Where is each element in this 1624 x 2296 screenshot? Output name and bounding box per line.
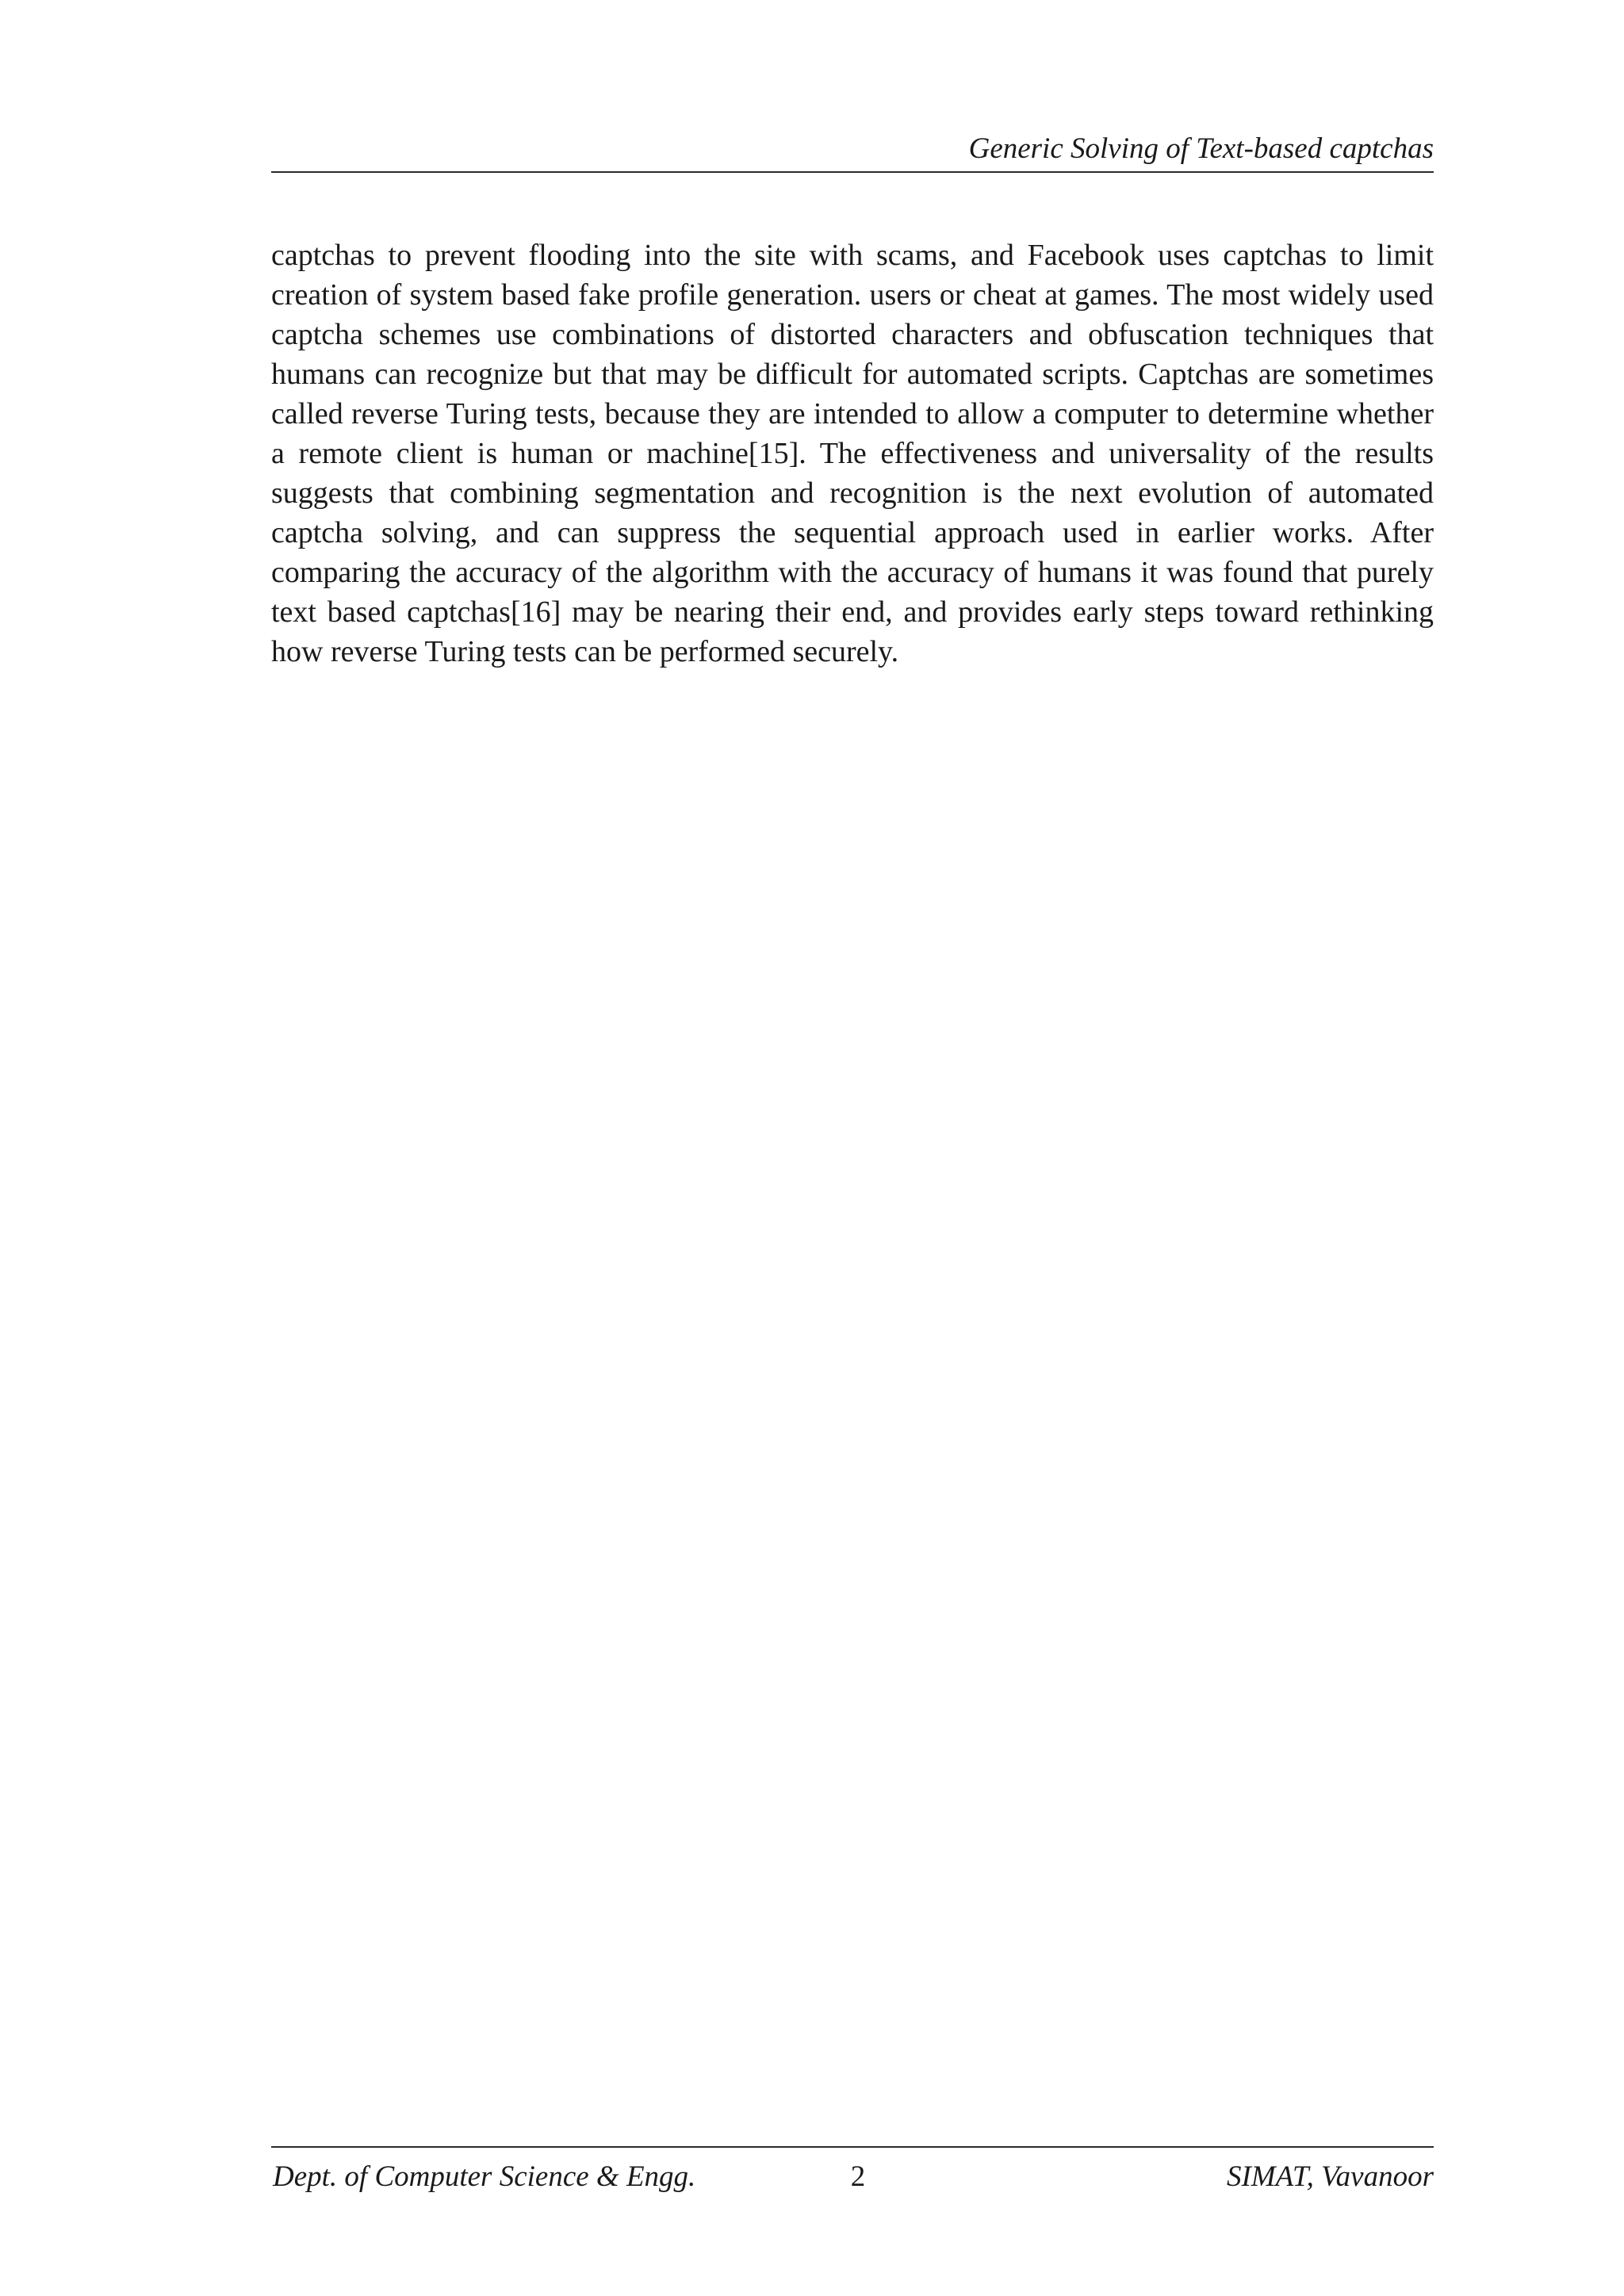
page-footer	[271, 2158, 1434, 2196]
header-rule	[271, 171, 1434, 173]
footer-department: Dept. of Computer Science & Engg.	[273, 2160, 696, 2193]
footer-institution: SIMAT, Vavanoor	[1226, 2160, 1434, 2193]
running-header-title: Generic Solving of Text-based captchas	[968, 132, 1434, 165]
footer-rule	[271, 2146, 1434, 2148]
body-paragraph: captchas to prevent flooding into the site with scams, and Facebook uses captchas to limit creation of system based fake profile generation. users or cheat at games. The most widely used captcha schemes use combinations of distorted characters and obfuscation techniques that humans can recognize but that may be difficult for automated scripts. Captchas are sometimes called reverse Turing tests, because they are intended to allow a computer to determine whether a remote client is human or machine[15]. The effectiveness and universality of the results suggests that combining segmentation and recognition is the next evolution of automated captcha solving, and can suppress the sequential approach used in earlier works. After comparing the accuracy of the algorithm with the accuracy of humans it was found that purely text based captchas[16] may be nearing their end, and provides early steps toward rethinking how reverse Turing tests can be performed securely.	[271, 239, 1434, 668]
footer-page-number: 2	[850, 2160, 866, 2193]
